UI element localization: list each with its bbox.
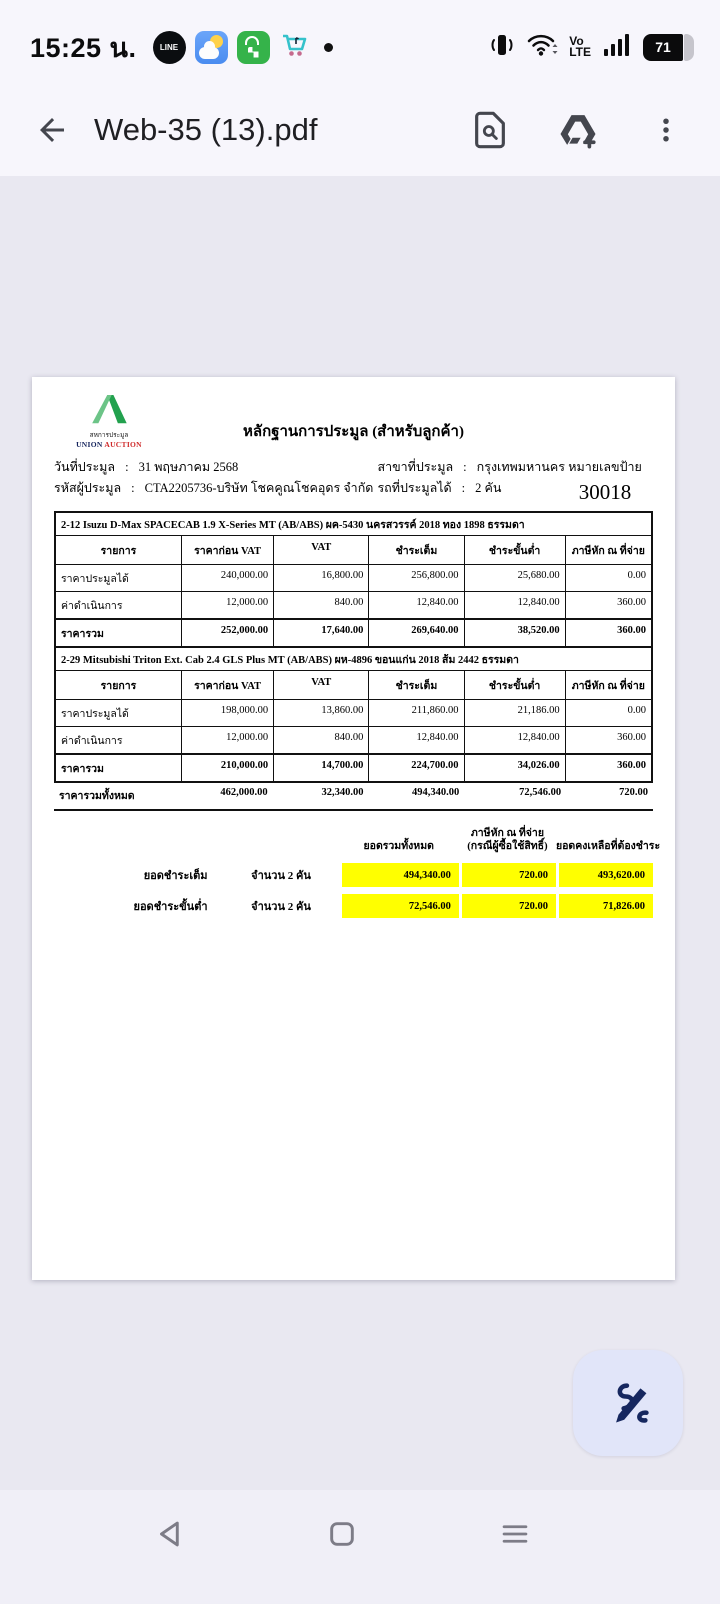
pdf-viewport[interactable] bbox=[0, 176, 720, 1490]
nav-recents-icon bbox=[497, 1517, 533, 1551]
summary-row-count: จำนวน 2 คัน bbox=[251, 870, 311, 882]
document-header bbox=[54, 393, 653, 455]
summary-min-total: 72,546.00 bbox=[342, 894, 459, 918]
table-row: ค่าดำเนินการ 12,000.00 840.00 12,840.00 12,840.00 360.00 bbox=[56, 727, 651, 754]
battery-indicator bbox=[643, 34, 694, 61]
nav-back-icon bbox=[153, 1517, 187, 1551]
nav-back-button[interactable] bbox=[146, 1510, 194, 1558]
more-vertical-icon bbox=[651, 113, 681, 147]
back-arrow-icon bbox=[34, 112, 70, 148]
table-total-row: ราคารวม 210,000.00 14,700.00 224,700.00 34,026.00 360.00 bbox=[56, 754, 651, 781]
table-header-row: รายการ ราคาก่อน VAT VAT ชำระเต็ม ชำระขั้นต่ำ ภาษีหัก ณ ที่จ่าย bbox=[56, 536, 651, 565]
summary-header-total: ยอดรวมทั้งหมด bbox=[363, 841, 434, 852]
nav-recents-button[interactable] bbox=[491, 1510, 539, 1558]
back-button[interactable] bbox=[28, 106, 76, 154]
logo-thai-name: สหการประมูล bbox=[89, 432, 129, 439]
notification-icons bbox=[153, 30, 333, 65]
signal-strength-icon bbox=[602, 32, 632, 63]
table-row: ค่าดำเนินการ 12,000.00 840.00 12,840.00 12,840.00 360.00 bbox=[56, 592, 651, 619]
vehicle-1-title: 2-12 Isuzu D-Max SPACECAB 1.9 X-Series MT (AB/ABS) ผค-5430 นครสวรรค์ 2018 ทอง 1898 ธรรมดา bbox=[56, 513, 651, 536]
pdf-page bbox=[32, 377, 675, 1280]
find-in-page-icon bbox=[470, 110, 510, 150]
file-title: Web-35 (13).pdf bbox=[94, 112, 318, 147]
summary-row-label: ยอดชำระขั้นต่ำ bbox=[133, 901, 208, 913]
find-in-document-button[interactable] bbox=[468, 108, 512, 152]
more-notifications-dot bbox=[324, 43, 333, 52]
clock: 15:25 น. bbox=[30, 32, 137, 63]
bidder-code: รหัสผู้ประมูล : CTA2205736-บริษัท โชคคูณโชคอุดร จำกัด bbox=[54, 481, 374, 495]
auction-branch: สาขาที่ประมูล : กรุงเทพมหานคร bbox=[377, 460, 565, 474]
nav-home-icon bbox=[325, 1517, 359, 1551]
paddle-number-label: หมายเลขป้าย bbox=[568, 460, 642, 474]
cart-icon bbox=[279, 30, 309, 65]
line-app-icon: LINE bbox=[153, 31, 186, 64]
summary-row-count: จำนวน 2 คัน bbox=[251, 901, 311, 913]
table-total-row: ราคารวม 252,000.00 17,640.00 269,640.00 38,520.00 360.00 bbox=[56, 619, 651, 646]
cars-won: รถที่ประมูลได้ : 2 คัน bbox=[377, 481, 502, 495]
payment-summary bbox=[54, 827, 661, 918]
logo-en-name: UNION AUCTION bbox=[76, 440, 142, 449]
nav-home-button[interactable] bbox=[318, 1510, 366, 1558]
vehicle-table-1 bbox=[54, 511, 653, 648]
navigation-bar bbox=[0, 1490, 720, 1604]
wifi-icon bbox=[526, 32, 558, 63]
summary-full-tax: 720.00 bbox=[462, 863, 556, 887]
vehicle-table-2 bbox=[54, 648, 653, 783]
summary-row-label: ยอดชำระเต็ม bbox=[143, 870, 208, 882]
table-row: ราคาประมูลได้ 240,000.00 16,800.00 256,800.00 25,680.00 0.00 bbox=[56, 565, 651, 592]
table-row: ราคาประมูลได้ 198,000.00 13,860.00 211,860.00 21,186.00 0.00 bbox=[56, 700, 651, 727]
battery-percent: 71 bbox=[643, 34, 683, 61]
drive-add-icon bbox=[557, 109, 599, 151]
add-to-drive-button[interactable] bbox=[556, 108, 600, 152]
paddle-number-value: 30018 bbox=[578, 480, 632, 504]
weather-app-icon bbox=[195, 31, 228, 64]
summary-header-remaining: ยอดคงเหลือที่ต้องชำระ bbox=[555, 841, 661, 852]
annotate-fab-button[interactable] bbox=[573, 1350, 683, 1456]
signature-pen-icon bbox=[602, 1377, 654, 1429]
summary-full-total: 494,340.00 bbox=[342, 863, 459, 887]
app-bar bbox=[0, 84, 720, 176]
summary-header-tax: ภาษีหัก ณ ที่จ่าย (กรณีผู้ซื้อใช้สิทธิ์) bbox=[467, 828, 548, 852]
vibrate-icon bbox=[489, 31, 515, 64]
shop-app-icon bbox=[237, 31, 270, 64]
volte-indicator: Vo LTE bbox=[569, 34, 591, 59]
overflow-menu-button[interactable] bbox=[644, 108, 688, 152]
summary-full-remaining: 493,620.00 bbox=[559, 863, 653, 887]
auction-date: วันที่ประมูล : 31 พฤษภาคม 2568 bbox=[54, 460, 239, 474]
auction-info bbox=[54, 457, 653, 505]
summary-min-remaining: 71,826.00 bbox=[559, 894, 653, 918]
battery-remainder bbox=[684, 34, 694, 61]
status-bar bbox=[0, 0, 720, 84]
table-header-row: รายการ ราคาก่อน VAT VAT ชำระเต็ม ชำระขั้นต่ำ ภาษีหัก ณ ที่จ่าย bbox=[56, 671, 651, 700]
grand-total-row: ราคารวมทั้งหมด 462,000.00 32,340.00 494,340.00 72,546.00 720.00 bbox=[54, 783, 653, 811]
vehicle-2-title: 2-29 Mitsubishi Triton Ext. Cab 2.4 GLS Plus MT (AB/ABS) ผห-4896 ขอนแก่น 2018 ส้ม 2442 ธรรมดา bbox=[56, 648, 651, 671]
document-title: หลักฐานการประมูล (สำหรับลูกค้า) bbox=[243, 424, 464, 440]
summary-min-tax: 720.00 bbox=[462, 894, 556, 918]
system-status-icons bbox=[489, 31, 694, 64]
